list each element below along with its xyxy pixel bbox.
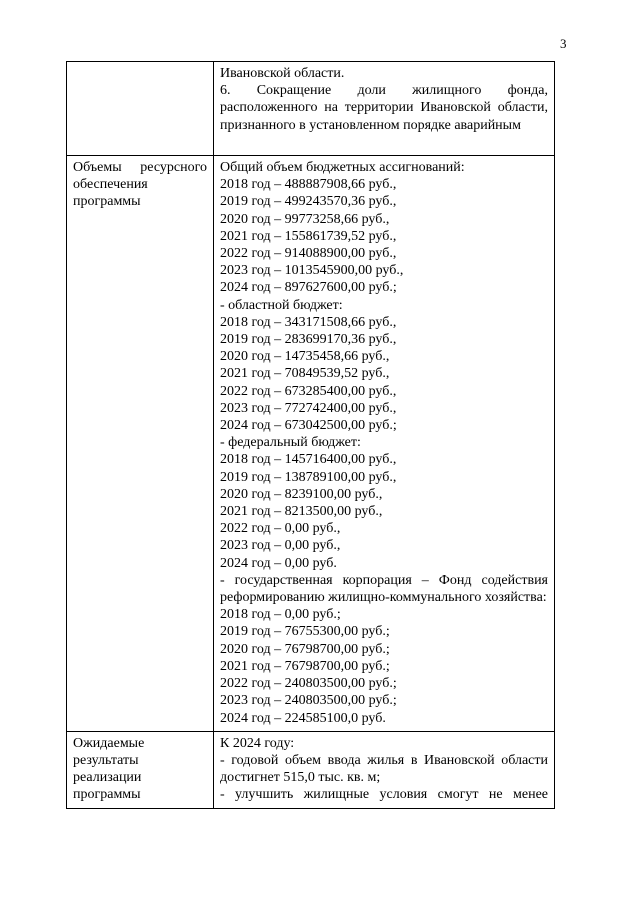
amount-line: 2021 год – 155861739,52 руб.,: [220, 228, 397, 244]
table-row: [67, 156, 555, 732]
amount-line: 2019 год – 76755300,00 руб.;: [220, 624, 390, 640]
amount-line: 2018 год – 343171508,66 руб.,: [220, 314, 397, 330]
program-passport-table: [66, 61, 555, 809]
amount-line: 2019 год – 499243570,36 руб.,: [220, 194, 397, 210]
federal-header: - федеральный бюджет:: [220, 435, 361, 451]
fund-header: - государственная корпорация – Фонд содействия реформированию жилищно-коммунального хозяйства:: [220, 572, 548, 606]
amount-line: 2021 год – 76798700,00 руб.;: [220, 658, 390, 674]
total-list: [220, 176, 548, 296]
amount-line: 2022 год – 0,00 руб.,: [220, 521, 341, 537]
amount-line: 2021 год – 70849539,52 руб.,: [220, 366, 390, 382]
amount-line: 2024 год – 224585100,0 руб.: [220, 710, 386, 726]
amount-line: 2020 год – 76798700,00 руб.;: [220, 641, 390, 657]
page-number: 3: [560, 36, 567, 51]
amount-line: 2023 год – 1013545900,00 руб.,: [220, 263, 404, 279]
amount-line: 2020 год – 8239100,00 руб.,: [220, 486, 383, 502]
amount-line: 2018 год – 0,00 руб.;: [220, 607, 341, 623]
amount-line: 2024 год – 673042500,00 руб.;: [220, 418, 397, 434]
row-label-results: Ожидаемые результаты реализации программы: [67, 731, 214, 808]
total-header: Общий объем бюджетных ассигнований:: [220, 160, 465, 175]
results-bullet-2: - улучшить жилищные условия смогут не менее: [220, 787, 548, 803]
text-line: Ивановской области.: [220, 66, 345, 81]
amount-line: 2018 год – 488887908,66 руб.,: [220, 177, 397, 193]
federal-list: [220, 451, 548, 571]
amount-line: 2023 год – 772742400,00 руб.,: [220, 400, 397, 416]
amount-line: 2019 год – 283699170,36 руб.,: [220, 332, 397, 348]
regional-header: - областной бюджет:: [220, 297, 343, 313]
amount-line: 2024 год – 0,00 руб.: [220, 555, 337, 571]
amount-line: 2019 год – 138789100,00 руб.,: [220, 469, 397, 485]
amount-line: 2018 год – 145716400,00 руб.,: [220, 452, 397, 468]
amount-line: 2022 год – 673285400,00 руб.,: [220, 383, 397, 399]
amount-line: 2020 год – 14735458,66 руб.,: [220, 349, 390, 365]
amount-line: 2022 год – 240803500,00 руб.;: [220, 676, 397, 692]
fund-list: [220, 606, 548, 726]
table-row: [67, 62, 555, 156]
amount-line: 2023 год – 0,00 руб.,: [220, 538, 341, 554]
row-content-goals-tail: [214, 62, 555, 156]
results-intro: К 2024 году:: [220, 735, 295, 751]
amount-line: 2020 год – 99773258,66 руб.,: [220, 211, 390, 227]
table-row: [67, 731, 555, 808]
row-content-funding: [214, 156, 555, 732]
row-label-funding: Объемы ресурсного обеспечения программы: [67, 156, 214, 732]
amount-line: 2023 год – 240803500,00 руб.;: [220, 693, 397, 709]
amount-line: 2021 год – 8213500,00 руб.,: [220, 504, 383, 520]
row-label-empty: [67, 62, 214, 156]
amount-line: 2024 год – 897627600,00 руб.;: [220, 280, 397, 296]
goal-item-6: 6. Сокращение доли жилищного фонда, расположенного на территории Ивановской области, признанного в установленном порядке аварийным: [220, 83, 548, 133]
row-content-results: [214, 731, 555, 808]
results-bullet-1: - годовой объем ввода жилья в Ивановской области достигнет 515,0 тыс. кв. м;: [220, 752, 548, 786]
amount-line: 2022 год – 914088900,00 руб.,: [220, 246, 397, 262]
regional-list: [220, 314, 548, 434]
